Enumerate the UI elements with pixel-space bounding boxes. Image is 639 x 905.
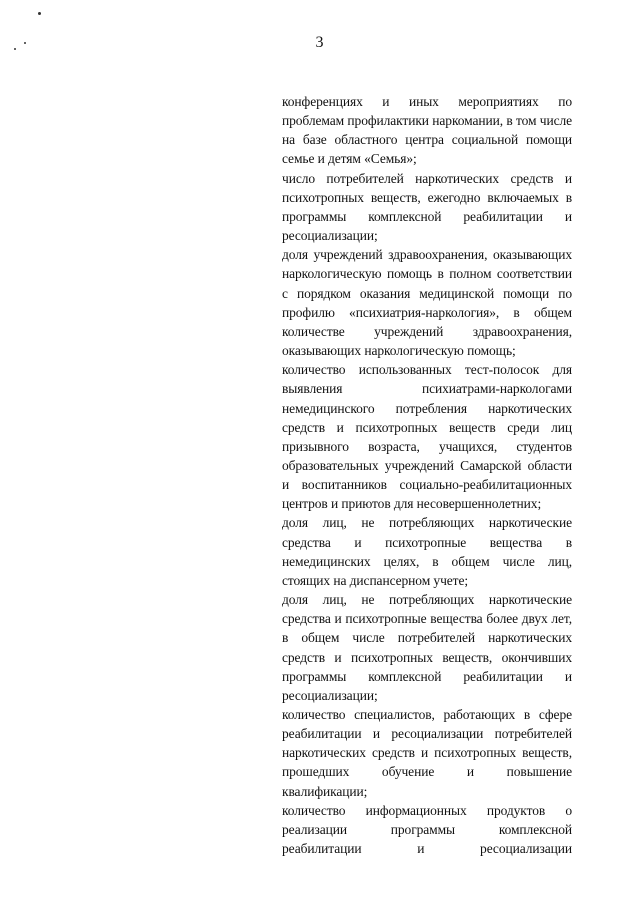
paragraph: доля лиц, не потребляющих наркотические средства и психотропные вещества в немедицинских целях, в общем числе лиц, стоящих на диспансерном учете; (282, 515, 572, 588)
paragraph: количество информационных продуктов о реализации программы комплексной реабилитации и ресоциализации (282, 802, 572, 857)
paragraph: количество использованных тест-полосок для выявления психиатрами-наркологами немедицинского потребления наркотических средств и психотропных веществ среди лиц призывного возраста, учащихся, студентов образовательных учреждений Самарской области и воспитанников социально-реабилитационных центров и приютов для несовершеннолетних; (282, 362, 572, 512)
paragraph: конференциях и иных мероприятиях по проблемам профилактики наркомании, в том числе на базе областного центра социальной помощи семье и детям «Семья»; (282, 94, 572, 167)
paragraph: доля лиц, не потребляющих наркотические средства и психотропные вещества более двух лет, в общем числе потребителей наркотических средств и психотропных веществ, окончивших программы комплексной реабилитации и ресоциализации; (282, 592, 572, 703)
scan-speck (38, 12, 41, 15)
paragraph: число потребителей наркотических средств и психотропных веществ, ежегодно включаемых в программы комплексной реабилитации и ресоциализации; (282, 170, 572, 244)
paragraph: количество специалистов, работающих в сфере реабилитации и ресоциализации потребителей наркотических средств и психотропных веществ, прошедших обучение и повышение квалификации; (282, 707, 572, 799)
paragraph: доля учреждений здравоохранения, оказывающих наркологическую помощь в полном соответствии с порядком оказания медицинской помощи по профилю «психиатрия-наркология», в общем количестве учреждений здравоохранения, оказывающих наркологическую помощь; (282, 247, 572, 359)
page-number: 3 (315, 34, 324, 51)
body-text (282, 92, 572, 858)
